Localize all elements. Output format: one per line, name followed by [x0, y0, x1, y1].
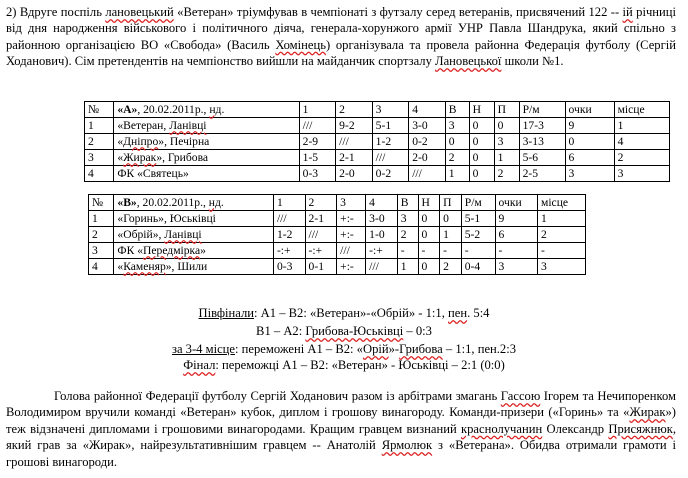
text-run: ій	[622, 5, 633, 19]
awards-paragraph	[6, 388, 676, 470]
group-b-table	[88, 194, 586, 275]
table-cell: ///	[336, 134, 373, 150]
text-run: , який грав за «Жирак», найрезультативнішим гравцем -- Анатолій	[6, 421, 676, 453]
team-cell: «Жирак», Грибова	[114, 150, 299, 166]
header-cell: №	[85, 102, 114, 118]
table-row	[89, 211, 586, 227]
table-cell: ///	[273, 211, 305, 227]
text-run: ») теж відзначені дипломами і грошовими винагородами. Кращим гравцем визнаний	[6, 405, 676, 436]
table-cell: 3	[614, 166, 669, 182]
table-cell: 0	[494, 118, 519, 134]
table-cell: -	[418, 243, 440, 259]
table-cell: ///	[337, 243, 366, 259]
table-cell: 4	[89, 259, 114, 275]
table-cell: 0	[418, 259, 440, 275]
semifinal-line-1: Півфінали: А1 – В2: «Ветеран»-«Обрій» - 1:1, пен. 5:4	[198, 306, 490, 320]
text-run: «Ветеран» тріумфував в чемпіонаті з футзалу серед ветеранів, присвячений 122 --	[173, 5, 623, 19]
table-row	[85, 166, 670, 182]
team-cell: «Дніпро», Печірна	[114, 134, 299, 150]
header-cell: 2	[305, 195, 337, 211]
team-cell: «Каменяр», Шили	[114, 259, 274, 275]
table-row	[89, 243, 586, 259]
table-cell: 5-2	[461, 227, 495, 243]
table-cell: ///	[305, 227, 337, 243]
table-cell: 2	[614, 150, 669, 166]
header-cell: 4	[409, 102, 446, 118]
table-cell: 0-2	[409, 134, 446, 150]
table-cell: 2	[445, 150, 469, 166]
team-cell: «Обрій», Ланівці	[114, 227, 274, 243]
table-cell: ///	[409, 166, 446, 182]
table-cell: 3	[495, 259, 537, 275]
team-cell: ФК «Передмірка»	[114, 243, 274, 259]
team-cell: ФК «Святець»	[114, 166, 299, 182]
table-cell: 5-1	[461, 211, 495, 227]
table-cell: 2-5	[519, 166, 565, 182]
text-run: Хомінець	[275, 37, 326, 52]
table-cell: 2-0	[409, 150, 446, 166]
team-cell: «Ветеран, Ланівці	[114, 118, 299, 134]
header-cell: місце	[614, 102, 669, 118]
table-cell: 5-6	[519, 150, 565, 166]
table-cell: 0-3	[273, 259, 305, 275]
table-cell: -	[440, 243, 462, 259]
table-cell: 0	[469, 134, 494, 150]
table-cell: -	[461, 243, 495, 259]
table-cell: 0	[565, 134, 614, 150]
table-cell: 3	[397, 211, 418, 227]
third-place-line: за 3-4 місце: переможені А1 – В2: «Орій»-Грибова – 1:1, пен.2:3	[171, 342, 517, 356]
semifinal-line-2: В1 – А2: Грибова-Юськівці – 0:3	[256, 324, 432, 338]
final-line: Фінал: переможці А1 – В2: «Ветеран» - Юськівці – 2:1 (0:0)	[183, 358, 505, 372]
table-cell: 2-9	[299, 134, 336, 150]
table-cell: 1	[85, 118, 114, 134]
table-header-row	[85, 102, 670, 118]
header-cell: 3	[372, 102, 409, 118]
header-cell: місце	[537, 195, 585, 211]
text-run: Присяжнюк	[608, 421, 673, 436]
table-cell: 0	[440, 211, 462, 227]
table-cell: 0	[445, 134, 469, 150]
team-cell: «Горинь», Юськівці	[114, 211, 274, 227]
table-cell: 2-1	[336, 150, 373, 166]
table-cell: ///	[299, 118, 336, 134]
table-cell: 1	[89, 211, 114, 227]
header-cell: очки	[565, 102, 614, 118]
header-cell: 4	[366, 195, 398, 211]
text-run: ) організувала та провела районна Федерація футболу (Сергій Ходанович). Сім претендентів на чемпіонство вийшли на майданчик спортзалу	[6, 37, 676, 69]
text-run: Олександр	[542, 421, 609, 436]
table-cell: 1	[397, 259, 418, 275]
header-cell: П	[440, 195, 462, 211]
table-cell: 1	[537, 211, 585, 227]
text-run: лановецький	[105, 5, 174, 19]
header-cell: Р/м	[519, 102, 565, 118]
table-cell: 0-3	[299, 166, 336, 182]
table-row	[85, 150, 670, 166]
table-cell: 2	[537, 227, 585, 243]
table-cell: 4	[85, 166, 114, 182]
table-cell: 2	[397, 227, 418, 243]
table-cell: 0-1	[305, 259, 337, 275]
header-cell: 2	[336, 102, 373, 118]
table-cell: 9	[495, 211, 537, 227]
table-cell: 1-2	[273, 227, 305, 243]
header-cell: В	[397, 195, 418, 211]
table-cell: 1	[494, 150, 519, 166]
table-cell: 0-4	[461, 259, 495, 275]
text-run: Ярмолюк	[381, 438, 433, 453]
table-cell: 2	[494, 166, 519, 182]
table-cell: 3-0	[366, 211, 398, 227]
table-row	[89, 227, 586, 243]
text-run: 2) Вдруге поспіль	[6, 5, 106, 19]
table-cell: 1	[440, 227, 462, 243]
header-cell: Н	[469, 102, 494, 118]
table-cell: 1-0	[366, 227, 398, 243]
text-run: Лановецької	[435, 54, 502, 69]
table-cell: 3	[537, 259, 585, 275]
header-cell: «В», 20.02.2011р., нд.	[114, 195, 274, 211]
table-cell: 0-2	[372, 166, 409, 182]
table-cell: 6	[565, 150, 614, 166]
text-run: Гассою	[500, 389, 541, 403]
table-cell: 9-2	[336, 118, 373, 134]
header-cell: В	[445, 102, 469, 118]
table-cell: 3	[445, 118, 469, 134]
header-cell: очки	[495, 195, 537, 211]
table-cell: 6	[495, 227, 537, 243]
table-cell: 3	[565, 166, 614, 182]
table-cell: 3-13	[519, 134, 565, 150]
table-cell: 17-3	[519, 118, 565, 134]
header-cell: П	[494, 102, 519, 118]
table-row	[89, 259, 586, 275]
text-run: з «Ветерана». Обидва отримали грамоти і грошові винагороди.	[6, 438, 676, 469]
table-cell: 1	[614, 118, 669, 134]
table-cell: 0	[469, 150, 494, 166]
header-cell: Н	[418, 195, 440, 211]
intro-paragraph	[6, 4, 676, 70]
text-run: Жирак	[629, 405, 666, 420]
table-cell: 2	[89, 227, 114, 243]
table-cell: -:+	[273, 243, 305, 259]
table-cell: 3	[85, 150, 114, 166]
text-run: школи №1.	[501, 54, 564, 69]
text-run: Голова районної Федерації футболу Сергій Ходанович разом із арбітрами змагань	[54, 389, 501, 403]
table-cell: ///	[372, 150, 409, 166]
table-cell: 2	[440, 259, 462, 275]
text-run: річниці від дня народження військового і політичного діяча, генерала-хорунжого армії УНР Павла Шандрука, який спільно з районною організацією ВО «Свобода» (Василь	[6, 5, 676, 52]
table-cell: -:+	[366, 243, 398, 259]
table-cell: -	[397, 243, 418, 259]
table-cell: -	[537, 243, 585, 259]
table-cell: 1	[445, 166, 469, 182]
table-cell: 9	[565, 118, 614, 134]
table-cell: 0	[418, 211, 440, 227]
table-cell: +:-	[337, 227, 366, 243]
table-cell: 2-0	[336, 166, 373, 182]
header-cell: Р/м	[461, 195, 495, 211]
text-run: Ігорем та Нечипоренком Володимиром вручили команді «Ветеран» кубок, диплом і грошову винагороду. Команди-призери («Горинь» та «	[6, 389, 676, 420]
text-run: краснолучанин	[461, 421, 543, 436]
table-cell: +:-	[337, 211, 366, 227]
table-cell: -	[495, 243, 537, 259]
header-cell: №	[89, 195, 114, 211]
table-cell: 2-1	[305, 211, 337, 227]
header-cell: 1	[299, 102, 336, 118]
table-cell: ///	[366, 259, 398, 275]
table-cell: 4	[614, 134, 669, 150]
table-cell: 0	[469, 118, 494, 134]
header-cell: 3	[337, 195, 366, 211]
table-header-row	[89, 195, 586, 211]
table-row	[85, 134, 670, 150]
table-row	[85, 118, 670, 134]
table-cell: 3	[89, 243, 114, 259]
table-cell: 1-2	[372, 134, 409, 150]
table-cell: 3	[494, 134, 519, 150]
table-cell: 1-5	[299, 150, 336, 166]
table-cell: 0	[469, 166, 494, 182]
table-cell: 2	[85, 134, 114, 150]
header-cell: «А», 20.02.2011р., нд.	[114, 102, 299, 118]
table-cell: 0	[418, 227, 440, 243]
header-cell: 1	[273, 195, 305, 211]
group-a-table	[84, 101, 670, 182]
table-cell: 3-0	[409, 118, 446, 134]
table-cell: +:-	[337, 259, 366, 275]
table-cell: 5-1	[372, 118, 409, 134]
table-cell: -:+	[305, 243, 337, 259]
